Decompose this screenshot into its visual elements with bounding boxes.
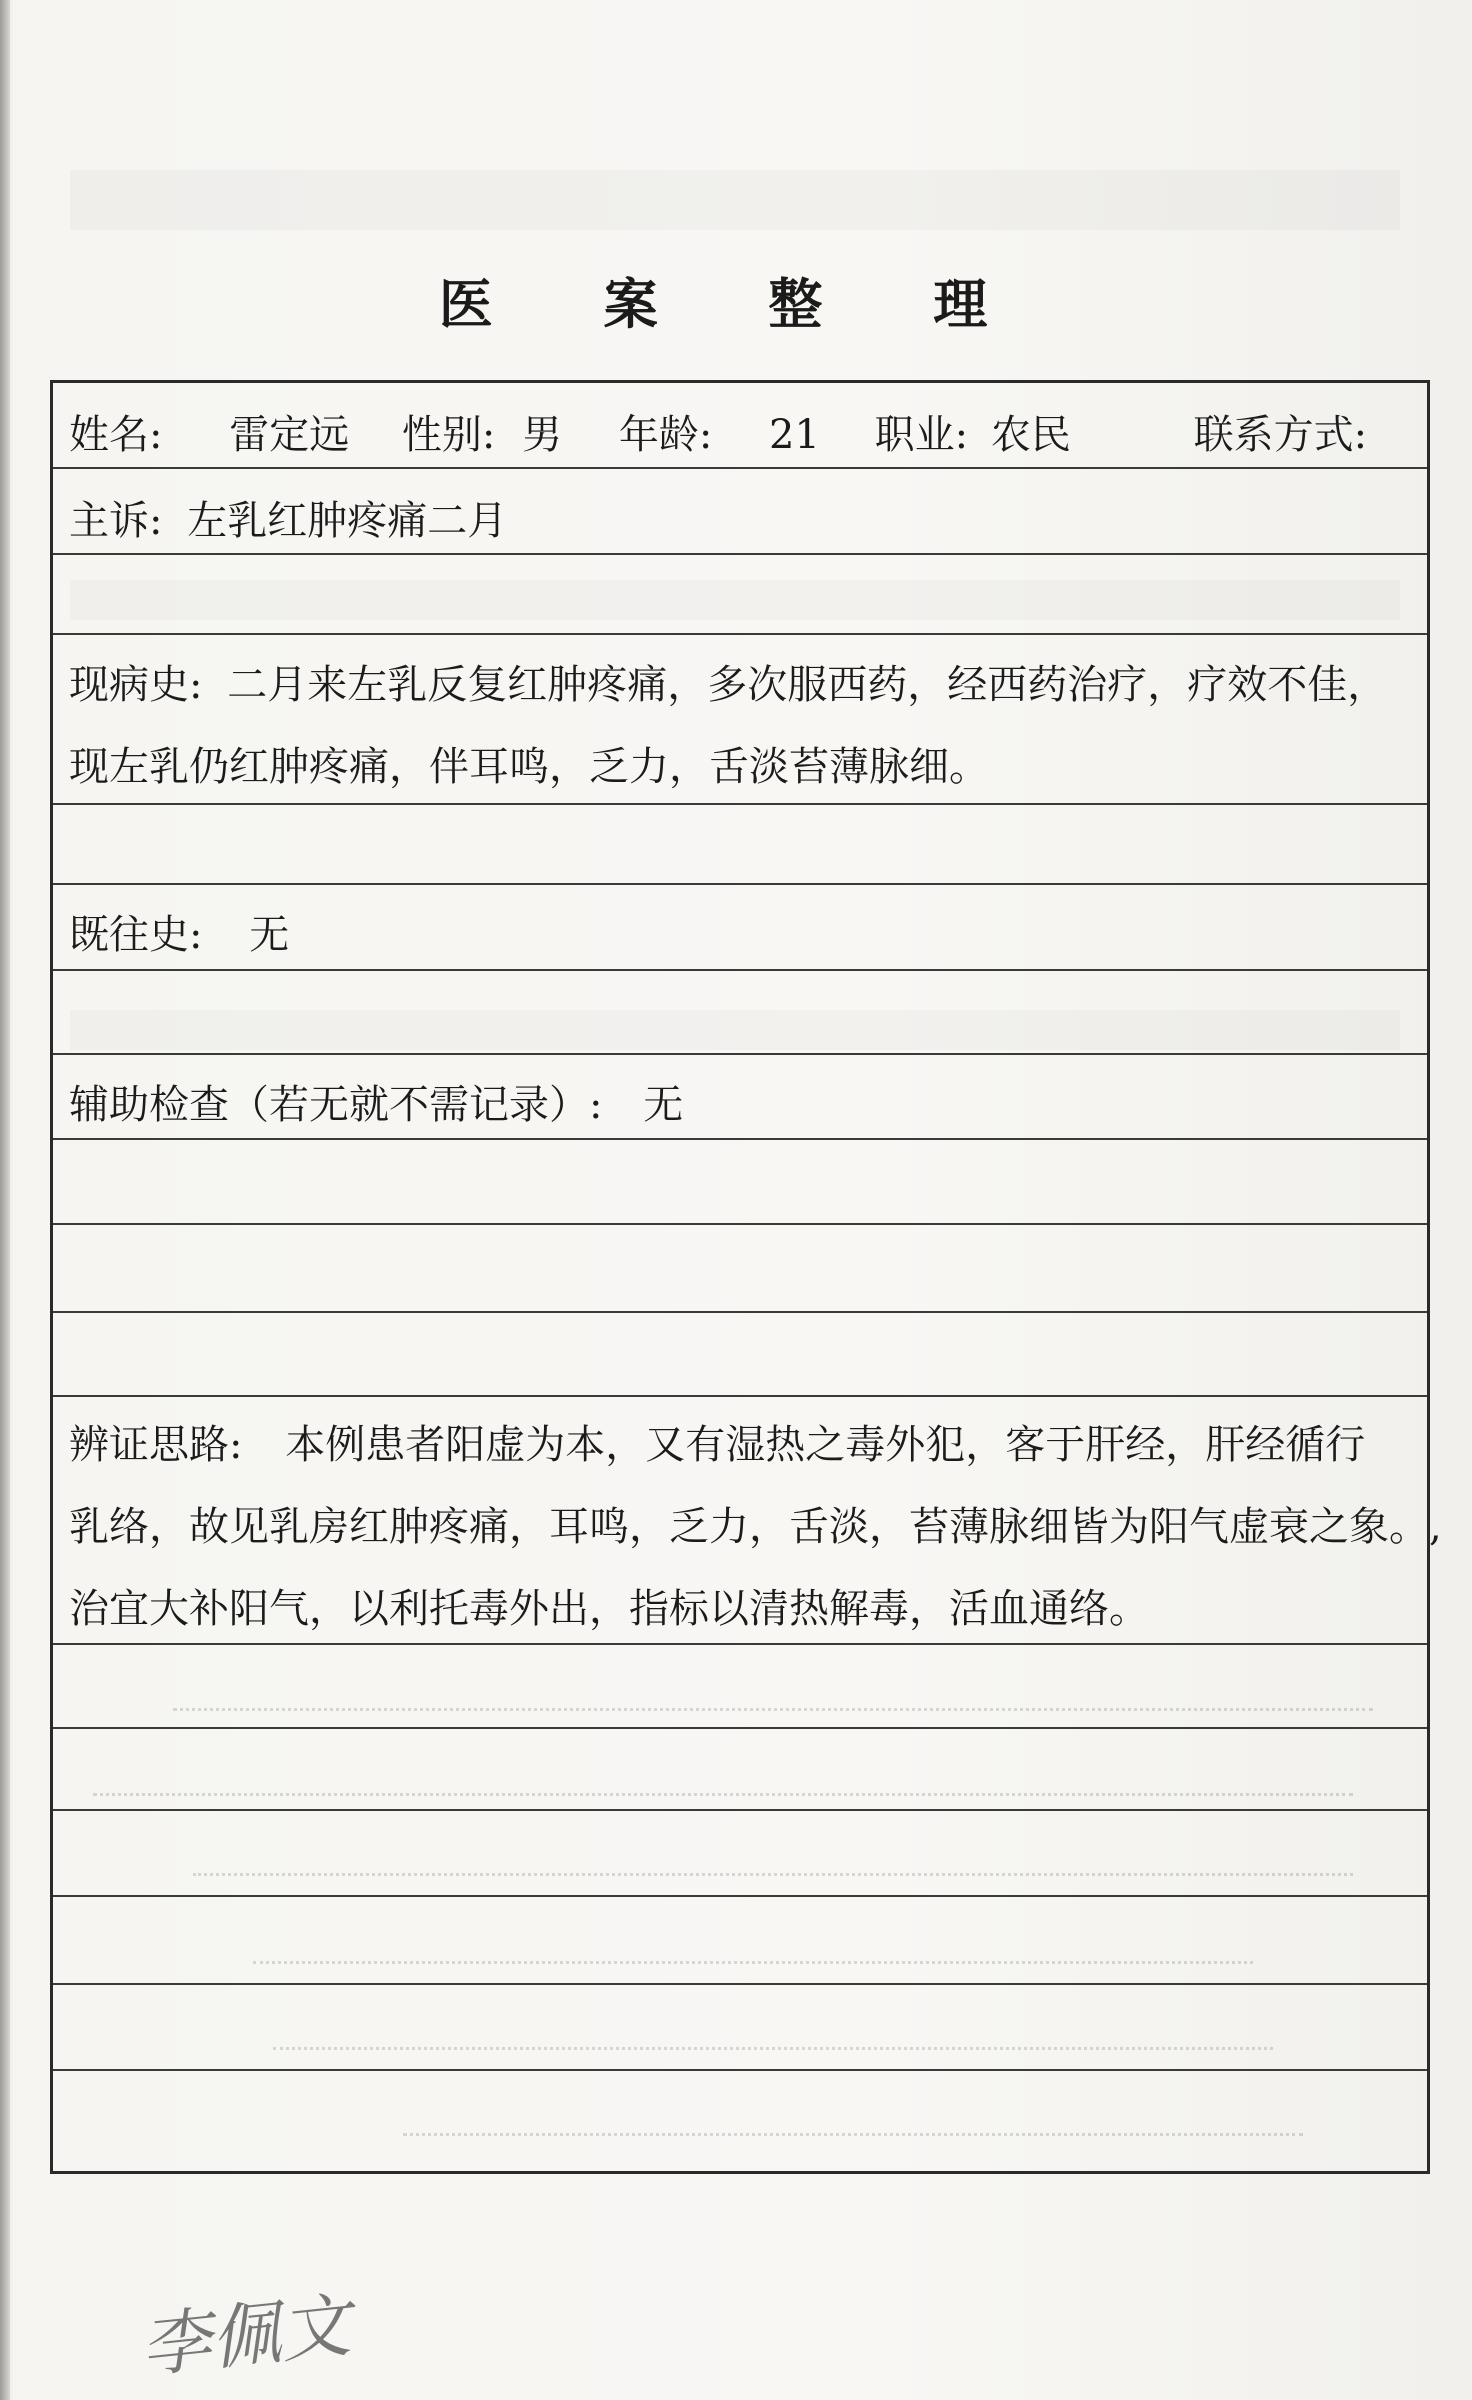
handwritten-signature: 李佩文 — [136, 2284, 355, 2388]
complaint-label: 主诉: — [69, 498, 163, 544]
present-history-text-1: 二月来左乳反复红肿疼痛，多次服西药，经西药治疗，疗效不佳， — [227, 662, 1388, 708]
row-divider — [53, 467, 1427, 469]
row-divider — [53, 803, 1427, 805]
patient-job: 农民 — [990, 412, 1071, 458]
row-divider — [53, 1727, 1427, 1729]
analysis-text-3: 治宜大补阳气，以利托毒外出，指标以清热解毒，活血通络。 — [69, 1586, 1149, 1632]
age-label: 年龄: — [618, 412, 713, 458]
faint-handwriting — [273, 1997, 1273, 2050]
patient-sex: 男 — [522, 412, 563, 458]
row-divider — [53, 1809, 1427, 1811]
binding-edge — [0, 0, 10, 2400]
row-divider — [53, 1395, 1427, 1397]
auxiliary-exam-label: 辅助检查（若无就不需记录）: — [69, 1082, 603, 1128]
case-record-form — [50, 380, 1442, 2174]
row-divider — [53, 553, 1427, 555]
row-divider — [53, 1643, 1427, 1645]
patient-age: 21 — [769, 412, 820, 458]
complaint-text: 左乳红肿疼痛二月 — [187, 498, 508, 544]
job-label: 职业: — [874, 412, 969, 458]
bleed-through-mark — [70, 170, 1400, 230]
patient-name: 雷定远 — [229, 412, 350, 458]
row-divider — [53, 883, 1427, 885]
analysis-text-2: 乳络，故见乳房红肿疼痛，耳鸣，乏力，舌淡，苔薄脉细皆为阳气虚衰之象。, — [69, 1504, 1442, 1550]
chief-complaint-row — [69, 489, 507, 546]
row-divider — [53, 1053, 1427, 1055]
present-history-text-2: 现左乳仍红肿疼痛，伴耳鸣，乏力，舌淡苔薄脉细。 — [69, 744, 989, 790]
page-title: 医 案 整 理 — [438, 272, 1034, 337]
row-divider — [53, 1983, 1427, 1985]
present-history-label: 现病史: — [69, 662, 203, 708]
row-divider — [53, 1138, 1427, 1140]
faint-handwriting — [173, 1658, 1373, 1711]
analysis-text-1: 本例患者阳虚为本，又有湿热之毒外犯，客于肝经，肝经循行 — [285, 1422, 1366, 1468]
present-history-line-2 — [69, 735, 989, 792]
analysis-line-1 — [69, 1413, 1365, 1470]
row-divider — [53, 969, 1427, 971]
past-history-row — [69, 903, 289, 960]
sex-label: 性别: — [401, 412, 496, 458]
past-history-text: 无 — [249, 912, 290, 958]
row-divider — [53, 633, 1427, 635]
patient-info-row — [69, 403, 1367, 460]
auxiliary-exam-text: 无 — [643, 1082, 684, 1128]
auxiliary-exam-row — [69, 1073, 683, 1130]
row-divider — [53, 1311, 1427, 1313]
contact-label: 联系方式: — [1193, 412, 1368, 458]
analysis-line-2 — [69, 1495, 1442, 1552]
faint-handwriting — [93, 1743, 1353, 1796]
faint-handwriting — [253, 1911, 1253, 1964]
row-divider — [53, 1895, 1427, 1897]
analysis-line-3 — [69, 1577, 1149, 1634]
row-divider — [53, 1223, 1427, 1225]
past-history-label: 既往史: — [69, 912, 203, 958]
present-history-line-1 — [69, 653, 1387, 710]
faint-handwriting — [403, 2083, 1303, 2136]
faint-handwriting — [193, 1823, 1353, 1876]
analysis-label: 辨证思路: — [69, 1422, 243, 1468]
row-divider — [53, 2069, 1427, 2071]
name-label: 姓名: — [69, 412, 163, 458]
